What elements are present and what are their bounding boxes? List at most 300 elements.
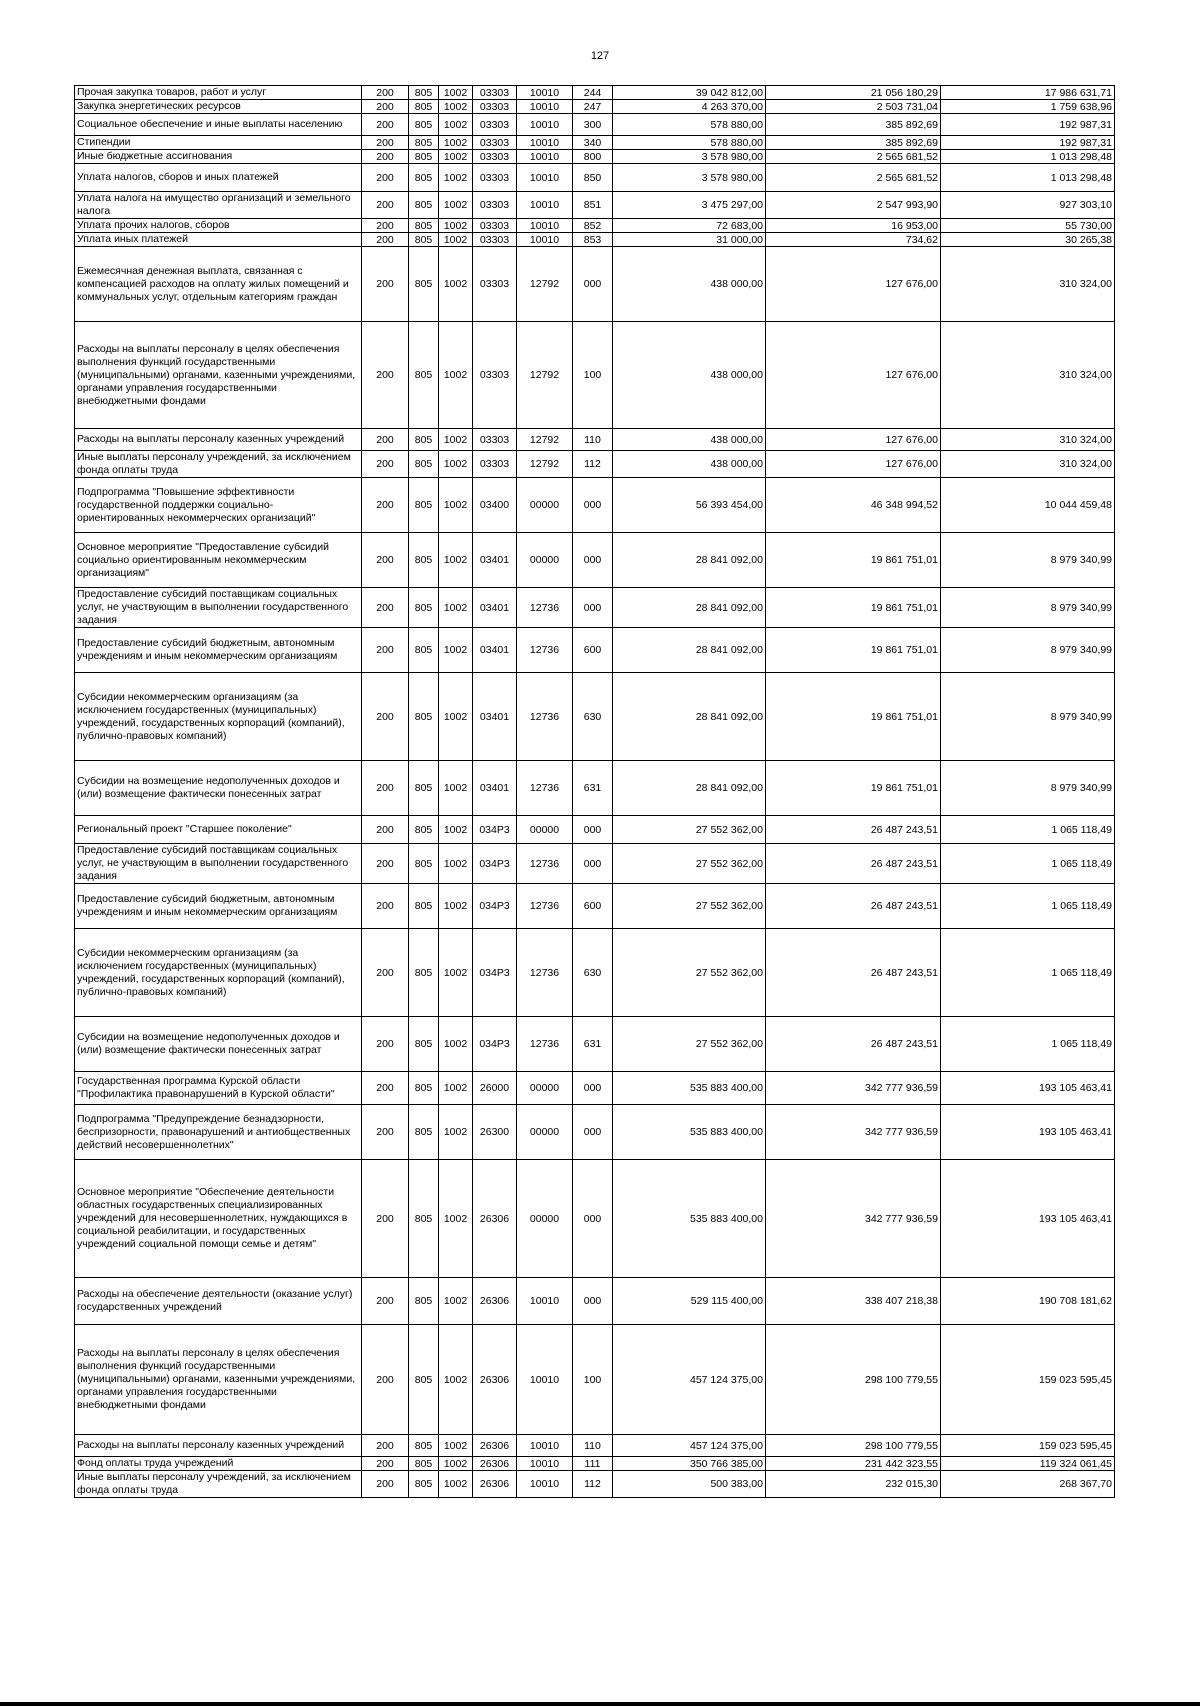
code-admin: 200	[362, 86, 409, 100]
value-executed: 16 953,00	[766, 219, 941, 233]
code-admin: 200	[362, 322, 409, 429]
code-program: 034P3	[473, 844, 517, 884]
code-expense-type: 852	[573, 219, 613, 233]
table-body	[75, 86, 1115, 1498]
value-planned: 27 552 362,00	[613, 929, 766, 1017]
code-subsection: 1002	[439, 929, 473, 1017]
row-name: Иные бюджетные ассигнования	[75, 150, 362, 164]
value-executed: 298 100 779,55	[766, 1435, 941, 1457]
row-name: Социальное обеспечение и иные выплаты населению	[75, 114, 362, 136]
value-executed: 46 348 994,52	[766, 478, 941, 533]
value-executed: 127 676,00	[766, 322, 941, 429]
value-planned: 31 000,00	[613, 233, 766, 247]
table-row	[75, 1457, 1115, 1471]
code-program: 26306	[473, 1435, 517, 1457]
code-direction: 10010	[517, 1278, 573, 1325]
value-planned: 56 393 454,00	[613, 478, 766, 533]
code-admin: 200	[362, 247, 409, 322]
code-section: 805	[409, 761, 439, 816]
code-subsection: 1002	[439, 429, 473, 451]
code-expense-type: 340	[573, 136, 613, 150]
code-expense-type: 000	[573, 1278, 613, 1325]
code-direction: 10010	[517, 164, 573, 192]
code-admin: 200	[362, 1017, 409, 1072]
table-row	[75, 114, 1115, 136]
code-expense-type: 300	[573, 114, 613, 136]
code-expense-type: 000	[573, 1105, 613, 1160]
code-direction: 10010	[517, 1435, 573, 1457]
code-program: 03303	[473, 451, 517, 478]
row-name: Расходы на обеспечение деятельности (оказание услуг) государственных учреждений	[75, 1278, 362, 1325]
code-admin: 200	[362, 1435, 409, 1457]
value-planned: 438 000,00	[613, 429, 766, 451]
code-direction: 10010	[517, 219, 573, 233]
code-expense-type: 111	[573, 1457, 613, 1471]
value-remaining: 310 324,00	[941, 322, 1115, 429]
code-direction: 12792	[517, 451, 573, 478]
table-row	[75, 1017, 1115, 1072]
code-expense-type: 850	[573, 164, 613, 192]
value-executed: 26 487 243,51	[766, 884, 941, 929]
value-executed: 2 503 731,04	[766, 100, 941, 114]
code-expense-type: 100	[573, 322, 613, 429]
table-row	[75, 816, 1115, 844]
table-row	[75, 1160, 1115, 1278]
code-direction: 12736	[517, 628, 573, 673]
value-remaining: 1 065 118,49	[941, 816, 1115, 844]
value-executed: 127 676,00	[766, 429, 941, 451]
code-section: 805	[409, 429, 439, 451]
value-executed: 26 487 243,51	[766, 1017, 941, 1072]
code-section: 805	[409, 929, 439, 1017]
code-section: 805	[409, 844, 439, 884]
code-expense-type: 244	[573, 86, 613, 100]
row-name: Иные выплаты персоналу учреждений, за исключением фонда оплаты труда	[75, 1471, 362, 1498]
code-program: 034P3	[473, 1017, 517, 1072]
value-planned: 535 883 400,00	[613, 1072, 766, 1105]
code-subsection: 1002	[439, 322, 473, 429]
code-program: 03401	[473, 628, 517, 673]
code-admin: 200	[362, 114, 409, 136]
code-expense-type: 600	[573, 884, 613, 929]
code-section: 805	[409, 192, 439, 219]
code-admin: 200	[362, 164, 409, 192]
code-admin: 200	[362, 100, 409, 114]
code-subsection: 1002	[439, 1278, 473, 1325]
code-admin: 200	[362, 929, 409, 1017]
value-executed: 231 442 323,55	[766, 1457, 941, 1471]
code-section: 805	[409, 884, 439, 929]
value-remaining: 1 065 118,49	[941, 929, 1115, 1017]
row-name: Предоставление субсидий бюджетным, автономным учреждениям и иным некоммерческим организациям	[75, 628, 362, 673]
code-section: 805	[409, 1017, 439, 1072]
value-executed: 2 547 993,90	[766, 192, 941, 219]
code-program: 03303	[473, 233, 517, 247]
code-admin: 200	[362, 451, 409, 478]
value-executed: 19 861 751,01	[766, 673, 941, 761]
value-remaining: 192 987,31	[941, 136, 1115, 150]
code-subsection: 1002	[439, 1457, 473, 1471]
code-subsection: 1002	[439, 1105, 473, 1160]
code-subsection: 1002	[439, 1435, 473, 1457]
code-program: 03303	[473, 136, 517, 150]
table-row	[75, 1278, 1115, 1325]
code-direction: 00000	[517, 478, 573, 533]
table-row	[75, 1325, 1115, 1435]
row-name: Ежемесячная денежная выплата, связанная с компенсацией расходов на оплату жилых помещений и коммунальных услуг, отдельным категориям граждан	[75, 247, 362, 322]
value-executed: 2 565 681,52	[766, 164, 941, 192]
value-executed: 21 056 180,29	[766, 86, 941, 100]
table-row	[75, 588, 1115, 628]
value-planned: 457 124 375,00	[613, 1435, 766, 1457]
code-expense-type: 630	[573, 929, 613, 1017]
value-executed: 19 861 751,01	[766, 533, 941, 588]
code-section: 805	[409, 533, 439, 588]
value-remaining: 159 023 595,45	[941, 1435, 1115, 1457]
code-section: 805	[409, 136, 439, 150]
code-section: 805	[409, 816, 439, 844]
value-remaining: 192 987,31	[941, 114, 1115, 136]
code-admin: 200	[362, 136, 409, 150]
code-subsection: 1002	[439, 1471, 473, 1498]
value-remaining: 10 044 459,48	[941, 478, 1115, 533]
table-row	[75, 1072, 1115, 1105]
table-row	[75, 844, 1115, 884]
code-admin: 200	[362, 628, 409, 673]
value-remaining: 193 105 463,41	[941, 1160, 1115, 1278]
row-name: Уплата налогов, сборов и иных платежей	[75, 164, 362, 192]
code-subsection: 1002	[439, 164, 473, 192]
table-row	[75, 322, 1115, 429]
value-planned: 28 841 092,00	[613, 588, 766, 628]
code-subsection: 1002	[439, 628, 473, 673]
row-name: Расходы на выплаты персоналу казенных учреждений	[75, 429, 362, 451]
code-expense-type: 000	[573, 247, 613, 322]
table-row	[75, 478, 1115, 533]
code-direction: 10010	[517, 136, 573, 150]
value-planned: 535 883 400,00	[613, 1160, 766, 1278]
code-section: 805	[409, 100, 439, 114]
value-planned: 578 880,00	[613, 136, 766, 150]
value-remaining: 159 023 595,45	[941, 1325, 1115, 1435]
value-planned: 27 552 362,00	[613, 1017, 766, 1072]
value-executed: 19 861 751,01	[766, 628, 941, 673]
row-name: Субсидии некоммерческим организациям (за исключением государственных (муниципальных) учреждений, государственных корпораций (компаний), публично-правовых компаний)	[75, 673, 362, 761]
code-expense-type: 247	[573, 100, 613, 114]
value-remaining: 1 065 118,49	[941, 884, 1115, 929]
code-subsection: 1002	[439, 233, 473, 247]
value-planned: 3 578 980,00	[613, 164, 766, 192]
value-remaining: 268 367,70	[941, 1471, 1115, 1498]
code-subsection: 1002	[439, 533, 473, 588]
code-program: 26306	[473, 1325, 517, 1435]
table-row	[75, 150, 1115, 164]
code-subsection: 1002	[439, 844, 473, 884]
code-expense-type: 800	[573, 150, 613, 164]
code-direction: 10010	[517, 100, 573, 114]
code-direction: 12736	[517, 929, 573, 1017]
row-name: Иные выплаты персоналу учреждений, за исключением фонда оплаты труда	[75, 451, 362, 478]
value-executed: 734,62	[766, 233, 941, 247]
table-row	[75, 192, 1115, 219]
budget-table	[74, 85, 1115, 1498]
code-program: 034P3	[473, 929, 517, 1017]
code-direction: 10010	[517, 86, 573, 100]
value-remaining: 30 265,38	[941, 233, 1115, 247]
value-executed: 2 565 681,52	[766, 150, 941, 164]
value-executed: 232 015,30	[766, 1471, 941, 1498]
code-direction: 10010	[517, 114, 573, 136]
value-planned: 4 263 370,00	[613, 100, 766, 114]
code-expense-type: 600	[573, 628, 613, 673]
code-admin: 200	[362, 533, 409, 588]
code-admin: 200	[362, 1471, 409, 1498]
code-section: 805	[409, 1471, 439, 1498]
row-name: Стипендии	[75, 136, 362, 150]
code-section: 805	[409, 233, 439, 247]
code-subsection: 1002	[439, 1072, 473, 1105]
code-program: 26306	[473, 1471, 517, 1498]
row-name: Государственная программа Курской области "Профилактика правонарушений в Курской области"	[75, 1072, 362, 1105]
row-name: Расходы на выплаты персоналу казенных учреждений	[75, 1435, 362, 1457]
value-executed: 342 777 936,59	[766, 1105, 941, 1160]
value-remaining: 8 979 340,99	[941, 588, 1115, 628]
code-admin: 200	[362, 1457, 409, 1471]
table-row	[75, 884, 1115, 929]
code-admin: 200	[362, 844, 409, 884]
row-name: Предоставление субсидий поставщикам социальных услуг, не участвующим в выполнении государственного задания	[75, 844, 362, 884]
bottom-rule	[0, 1702, 1200, 1706]
value-executed: 385 892,69	[766, 136, 941, 150]
code-program: 03303	[473, 86, 517, 100]
row-name: Субсидии на возмещение недополученных доходов и (или) возмещение фактически понесенных затрат	[75, 1017, 362, 1072]
value-remaining: 1 065 118,49	[941, 844, 1115, 884]
value-remaining: 310 324,00	[941, 451, 1115, 478]
code-expense-type: 100	[573, 1325, 613, 1435]
code-section: 805	[409, 219, 439, 233]
code-direction: 12736	[517, 1017, 573, 1072]
code-program: 03303	[473, 322, 517, 429]
code-program: 03401	[473, 588, 517, 628]
row-name: Региональный проект "Старшее поколение"	[75, 816, 362, 844]
row-name: Субсидии некоммерческим организациям (за исключением государственных (муниципальных) учреждений, государственных корпораций (компаний), публично-правовых компаний)	[75, 929, 362, 1017]
code-subsection: 1002	[439, 1160, 473, 1278]
code-section: 805	[409, 673, 439, 761]
value-remaining: 310 324,00	[941, 247, 1115, 322]
code-subsection: 1002	[439, 136, 473, 150]
table-row	[75, 429, 1115, 451]
row-name: Расходы на выплаты персоналу в целях обеспечения выполнения функций государственными (муниципальными) органами, казенными учреждениями, органами управления государственными внебюджетными фондами	[75, 1325, 362, 1435]
code-section: 805	[409, 1457, 439, 1471]
code-subsection: 1002	[439, 1017, 473, 1072]
code-program: 034P3	[473, 884, 517, 929]
code-subsection: 1002	[439, 673, 473, 761]
code-subsection: 1002	[439, 761, 473, 816]
code-direction: 12736	[517, 884, 573, 929]
table-row	[75, 233, 1115, 247]
code-section: 805	[409, 628, 439, 673]
code-direction: 10010	[517, 233, 573, 247]
code-expense-type: 000	[573, 816, 613, 844]
table-row	[75, 219, 1115, 233]
value-remaining: 8 979 340,99	[941, 628, 1115, 673]
code-program: 03401	[473, 533, 517, 588]
code-direction: 00000	[517, 1105, 573, 1160]
code-expense-type: 630	[573, 673, 613, 761]
code-subsection: 1002	[439, 219, 473, 233]
code-program: 03401	[473, 673, 517, 761]
code-direction: 00000	[517, 1072, 573, 1105]
code-program: 26306	[473, 1457, 517, 1471]
code-direction: 12792	[517, 322, 573, 429]
code-expense-type: 000	[573, 478, 613, 533]
value-planned: 438 000,00	[613, 322, 766, 429]
code-section: 805	[409, 478, 439, 533]
code-subsection: 1002	[439, 100, 473, 114]
value-planned: 3 578 980,00	[613, 150, 766, 164]
code-subsection: 1002	[439, 192, 473, 219]
code-admin: 200	[362, 429, 409, 451]
code-subsection: 1002	[439, 451, 473, 478]
row-name: Закупка энергетических ресурсов	[75, 100, 362, 114]
code-section: 805	[409, 114, 439, 136]
code-direction: 00000	[517, 816, 573, 844]
value-remaining: 17 986 631,71	[941, 86, 1115, 100]
value-executed: 19 861 751,01	[766, 761, 941, 816]
table-row	[75, 1471, 1115, 1498]
code-expense-type: 000	[573, 588, 613, 628]
value-planned: 39 042 812,00	[613, 86, 766, 100]
value-planned: 28 841 092,00	[613, 628, 766, 673]
table-row	[75, 136, 1115, 150]
code-direction: 10010	[517, 150, 573, 164]
value-remaining: 193 105 463,41	[941, 1105, 1115, 1160]
code-program: 03303	[473, 114, 517, 136]
code-section: 805	[409, 164, 439, 192]
code-admin: 200	[362, 761, 409, 816]
code-direction: 12736	[517, 761, 573, 816]
code-expense-type: 000	[573, 1160, 613, 1278]
code-direction: 10010	[517, 1457, 573, 1471]
value-executed: 342 777 936,59	[766, 1160, 941, 1278]
value-remaining: 193 105 463,41	[941, 1072, 1115, 1105]
value-executed: 298 100 779,55	[766, 1325, 941, 1435]
code-expense-type: 110	[573, 429, 613, 451]
code-section: 805	[409, 1435, 439, 1457]
value-planned: 27 552 362,00	[613, 816, 766, 844]
code-admin: 200	[362, 588, 409, 628]
row-name: Прочая закупка товаров, работ и услуг	[75, 86, 362, 100]
row-name: Предоставление субсидий бюджетным, автономным учреждениям и иным некоммерческим организациям	[75, 884, 362, 929]
code-subsection: 1002	[439, 588, 473, 628]
code-direction: 12792	[517, 429, 573, 451]
code-expense-type: 000	[573, 844, 613, 884]
value-executed: 26 487 243,51	[766, 844, 941, 884]
code-admin: 200	[362, 150, 409, 164]
row-name: Предоставление субсидий поставщикам социальных услуг, не участвующим в выполнении государственного задания	[75, 588, 362, 628]
code-admin: 200	[362, 219, 409, 233]
row-name: Субсидии на возмещение недополученных доходов и (или) возмещение фактически понесенных затрат	[75, 761, 362, 816]
code-section: 805	[409, 1325, 439, 1435]
code-expense-type: 000	[573, 1072, 613, 1105]
value-planned: 27 552 362,00	[613, 884, 766, 929]
code-direction: 00000	[517, 533, 573, 588]
code-program: 03303	[473, 247, 517, 322]
table-row	[75, 1435, 1115, 1457]
code-subsection: 1002	[439, 86, 473, 100]
table-row	[75, 451, 1115, 478]
code-subsection: 1002	[439, 884, 473, 929]
code-admin: 200	[362, 673, 409, 761]
code-expense-type: 631	[573, 1017, 613, 1072]
code-expense-type: 112	[573, 1471, 613, 1498]
code-program: 03303	[473, 150, 517, 164]
value-remaining: 190 708 181,62	[941, 1278, 1115, 1325]
code-subsection: 1002	[439, 247, 473, 322]
code-program: 03303	[473, 100, 517, 114]
code-admin: 200	[362, 1160, 409, 1278]
code-subsection: 1002	[439, 478, 473, 533]
code-admin: 200	[362, 478, 409, 533]
code-expense-type: 000	[573, 533, 613, 588]
code-program: 26000	[473, 1072, 517, 1105]
code-expense-type: 110	[573, 1435, 613, 1457]
value-remaining: 1 013 298,48	[941, 150, 1115, 164]
code-section: 805	[409, 150, 439, 164]
table-row	[75, 86, 1115, 100]
code-section: 805	[409, 247, 439, 322]
table-row	[75, 164, 1115, 192]
code-section: 805	[409, 86, 439, 100]
table-row	[75, 929, 1115, 1017]
code-program: 03303	[473, 429, 517, 451]
row-name: Расходы на выплаты персоналу в целях обеспечения выполнения функций государственными (муниципальными) органами, казенными учреждениями, органами управления государственными внебюджетными фондами	[75, 322, 362, 429]
code-direction: 00000	[517, 1160, 573, 1278]
page-number: 127	[590, 50, 610, 62]
code-subsection: 1002	[439, 150, 473, 164]
value-executed: 19 861 751,01	[766, 588, 941, 628]
code-admin: 200	[362, 233, 409, 247]
value-remaining: 119 324 061,45	[941, 1457, 1115, 1471]
value-planned: 438 000,00	[613, 247, 766, 322]
code-section: 805	[409, 1278, 439, 1325]
value-remaining: 1 013 298,48	[941, 164, 1115, 192]
row-name: Подпрограмма "Повышение эффективности государственной поддержки социально-ориентированных некоммерческих организаций"	[75, 478, 362, 533]
code-subsection: 1002	[439, 816, 473, 844]
value-planned: 3 475 297,00	[613, 192, 766, 219]
code-program: 03401	[473, 761, 517, 816]
value-planned: 28 841 092,00	[613, 673, 766, 761]
code-admin: 200	[362, 1072, 409, 1105]
value-planned: 529 115 400,00	[613, 1278, 766, 1325]
code-program: 03303	[473, 164, 517, 192]
value-planned: 500 383,00	[613, 1471, 766, 1498]
table-row	[75, 100, 1115, 114]
value-planned: 578 880,00	[613, 114, 766, 136]
table-row	[75, 628, 1115, 673]
code-direction: 10010	[517, 192, 573, 219]
row-name: Фонд оплаты труда учреждений	[75, 1457, 362, 1471]
table-row	[75, 1105, 1115, 1160]
code-section: 805	[409, 451, 439, 478]
value-remaining: 8 979 340,99	[941, 761, 1115, 816]
code-section: 805	[409, 1072, 439, 1105]
row-name: Основное мероприятие "Предоставление субсидий социально ориентированным некоммерческим организациям"	[75, 533, 362, 588]
code-program: 034P3	[473, 816, 517, 844]
value-remaining: 55 730,00	[941, 219, 1115, 233]
code-section: 805	[409, 322, 439, 429]
code-direction: 12736	[517, 673, 573, 761]
